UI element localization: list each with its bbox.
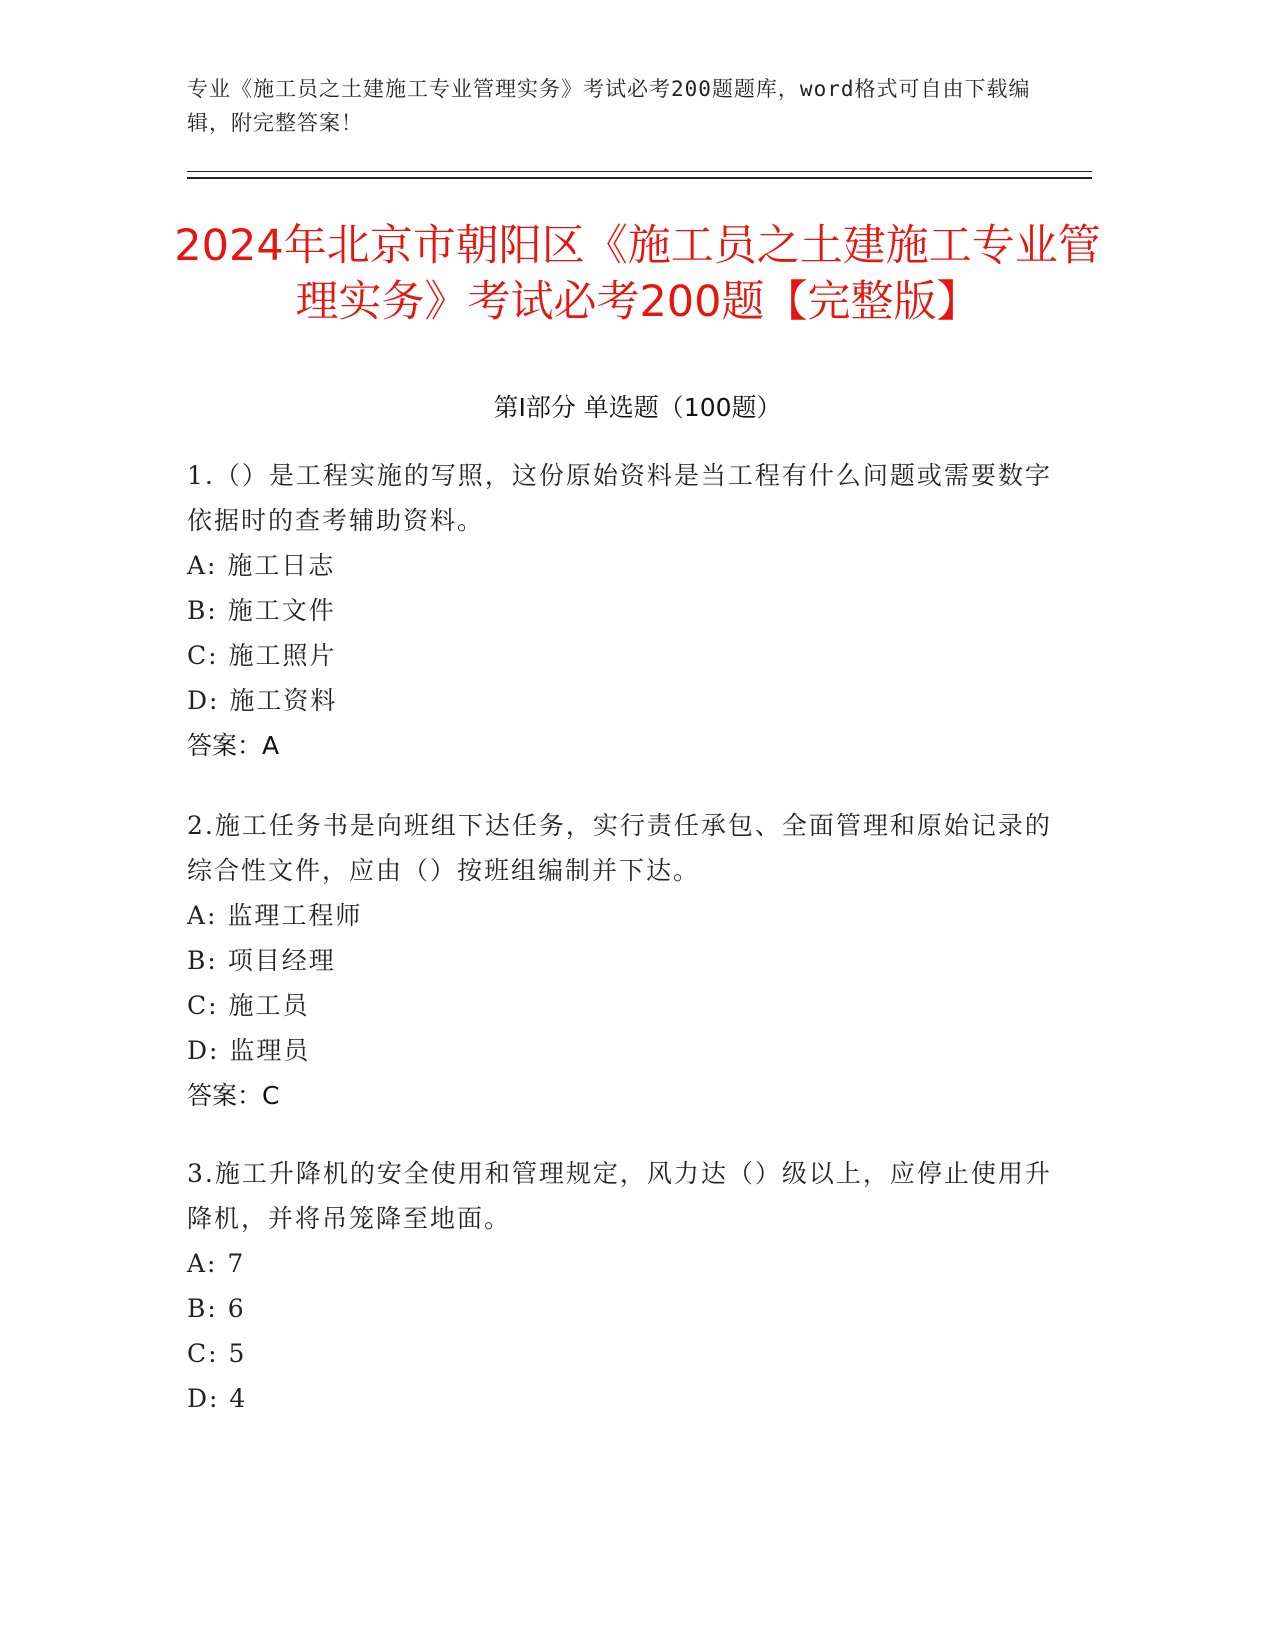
header-divider-thin — [187, 171, 1092, 172]
question-1-option-c: C: 施工照片 — [187, 641, 337, 670]
section-heading: 第I部分 单选题（100题） — [493, 393, 782, 422]
question-2-option-d: D: 监理员 — [187, 1036, 311, 1065]
header-divider-thick — [187, 177, 1092, 179]
header-note: 专业《施工员之土建施工专业管理实务》考试必考200题题库，word格式可自由下载编辑，附完整答案！ — [187, 77, 1031, 135]
question-2-text: 2.施工任务书是向班组下达任务，实行责任承包、全面管理和原始记录的综合性文件，应由（）按班组编制并下达。 — [187, 811, 1052, 885]
question-2-option-c: C: 施工员 — [187, 991, 310, 1020]
question-3-option-d: D: 4 — [187, 1384, 248, 1413]
question-1-option-d: D: 施工资料 — [187, 686, 338, 715]
question-1-option-a: A: 施工日志 — [187, 551, 336, 580]
question-2 — [187, 803, 1067, 1118]
question-1 — [187, 453, 1067, 768]
question-3-option-a: A: 7 — [187, 1249, 246, 1278]
question-1-option-b: B: 施工文件 — [187, 596, 336, 625]
question-3-option-b: B: 6 — [187, 1294, 246, 1323]
question-1-answer: 答案：A — [187, 731, 280, 760]
question-1-text: 1.（）是工程实施的写照，这份原始资料是当工程有什么问题或需要数字依据时的查考辅助资料。 — [187, 461, 1052, 535]
question-3-text: 3.施工升降机的安全使用和管理规定，风力达（）级以上，应停止使用升降机，并将吊笼降至地面。 — [187, 1159, 1052, 1233]
question-3 — [187, 1151, 1067, 1421]
question-2-option-b: B: 项目经理 — [187, 946, 336, 975]
document-title: 2024年北京市朝阳区《施工员之土建施工专业管理实务》考试必考200题【完整版】 — [174, 221, 1101, 327]
question-3-option-c: C: 5 — [187, 1339, 247, 1368]
question-2-option-a: A: 监理工程师 — [187, 901, 363, 930]
question-2-answer: 答案：C — [187, 1081, 280, 1110]
